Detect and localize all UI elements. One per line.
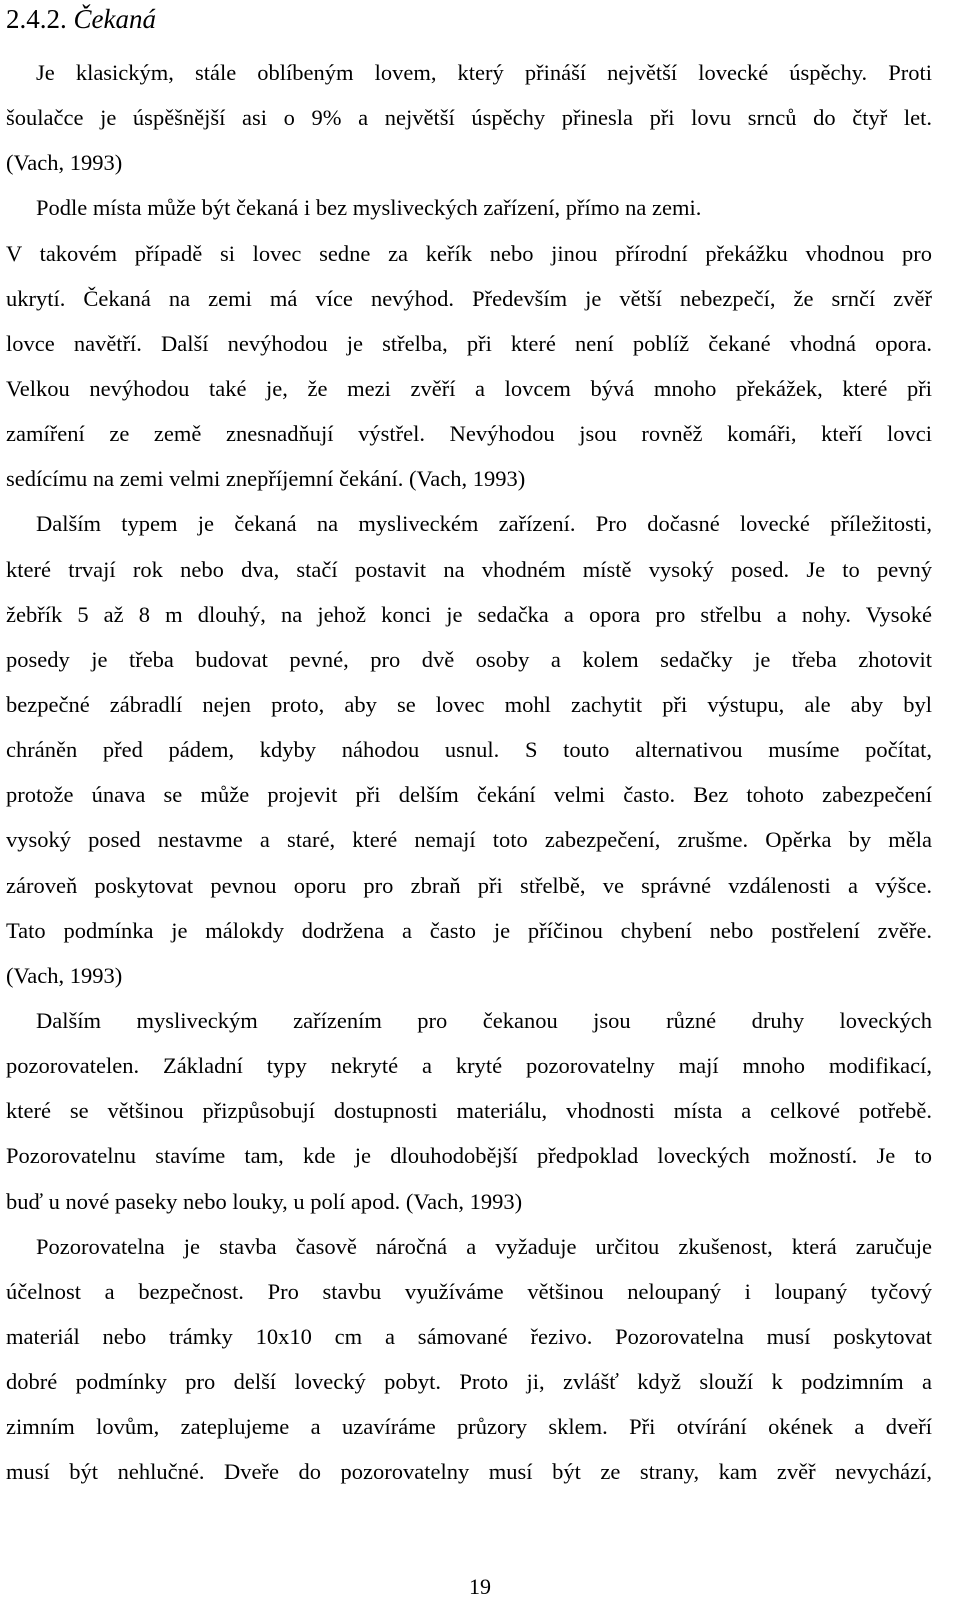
text-line: buď u nové paseky nebo louky, u polí apod. (Vach, 1993): [6, 1188, 523, 1214]
text-line: lovce navětří. Další nevýhodou je střelba, při které není poblíž čekané vhodná opora.: [6, 330, 932, 356]
text-line: ukrytí. Čekaná na zemi má více nevýhod. Především je větší nebezpečí, že srnčí zvěř: [6, 285, 932, 311]
text-line: (Vach, 1993): [6, 150, 123, 176]
section-heading: [6, 2, 156, 36]
text-line: Dalším mysliveckým zařízením pro čekanou jsou různé druhy loveckých: [36, 1007, 932, 1033]
text-line: šoulačce je úspěšnější asi o 9% a největší úspěchy přinesla při lovu srnců do čtyř let.: [6, 105, 932, 131]
text-line: musí být nehlučné. Dveře do pozorovatelny musí být ze strany, kam zvěř nevychází,: [6, 1459, 932, 1485]
text-line: posedy je třeba budovat pevné, pro dvě osoby a kolem sedačky je třeba zhotovit: [6, 646, 932, 672]
section-number: 2.4.2.: [6, 4, 67, 34]
text-line: vysoký posed nestavme a staré, které nemají toto zabezpečení, zrušme. Opěrka by měla: [6, 827, 932, 853]
text-line: Podle místa může být čekaná i bez mysliveckých zařízení, přímo na zemi.: [36, 195, 702, 221]
section-title: Čekaná: [73, 4, 156, 34]
text-line: zimním lovům, zateplujeme a uzavíráme průzory sklem. Při otvírání okének a dveří: [6, 1414, 932, 1440]
text-line: sedícímu na zemi velmi znepříjemní čekání. (Vach, 1993): [6, 466, 526, 492]
text-line: které se většinou přizpůsobují dostupnosti materiálu, vhodnosti místa a celkové potřebě.: [6, 1098, 932, 1124]
text-line: Pozorovatelna je stavba časově náročná a vyžaduje určitou zkušenost, která zaručuje: [36, 1233, 932, 1259]
text-line: materiál nebo trámky 10x10 cm a sámované řezivo. Pozorovatelna musí poskytovat: [6, 1323, 932, 1349]
text-line: které trvají rok nebo dva, stačí postavit na vhodném místě vysoký posed. Je to pevný: [6, 556, 932, 582]
text-line: V takovém případě si lovec sedne za keřík nebo jinou přírodní překážku vhodnou pro: [6, 240, 932, 266]
text-line: Dalším typem je čekaná na mysliveckém zařízení. Pro dočasné lovecké příležitosti,: [36, 511, 932, 537]
text-line: žebřík 5 až 8 m dlouhý, na jehož konci je sedačka a opora pro střelbu a nohy. Vysoké: [6, 601, 932, 627]
text-line: pozorovatelen. Základní typy nekryté a kryté pozorovatelny mají mnoho modifikací,: [6, 1053, 932, 1079]
text-line: zamíření ze země znesnadňují výstřel. Nevýhodou jsou rovněž komáři, kteří lovci: [6, 421, 932, 447]
text-line: dobré podmínky pro delší lovecký pobyt. Proto ji, zvlášť když slouží k podzimním a: [6, 1369, 932, 1395]
text-line: Tato podmínka je málokdy dodržena a často je příčinou chybení nebo postřelení zvěře.: [6, 917, 932, 943]
text-line: (Vach, 1993): [6, 962, 123, 988]
text-line: Velkou nevýhodou také je, že mezi zvěří a lovcem bývá mnoho překážek, které při: [6, 375, 932, 401]
page-number: 19: [469, 1574, 491, 1599]
text-line: zároveň poskytovat pevnou oporu pro zbraň při střelbě, ve správné vzdálenosti a výšce.: [6, 872, 932, 898]
text-line: Je klasickým, stále oblíbeným lovem, který přináší největší lovecké úspěchy. Proti: [36, 60, 932, 85]
text-line: účelnost a bezpečnost. Pro stavbu využíváme většinou neloupaný i loupaný tyčový: [6, 1278, 932, 1304]
text-line: Pozorovatelnu stavíme tam, kde je dlouhodobější předpoklad loveckých možností. Je to: [6, 1143, 932, 1169]
text-line: chráněn před pádem, kdyby náhodou usnul. S touto alternativou musíme počítat,: [6, 737, 932, 763]
body-text: [6, 50, 932, 1495]
text-line: protože únava se může projevit při delším čekání velmi často. Bez tohoto zabezpečení: [6, 782, 932, 808]
text-line: bezpečné zábradlí nejen proto, aby se lovec mohl zachytit při výstupu, ale aby byl: [6, 691, 932, 717]
